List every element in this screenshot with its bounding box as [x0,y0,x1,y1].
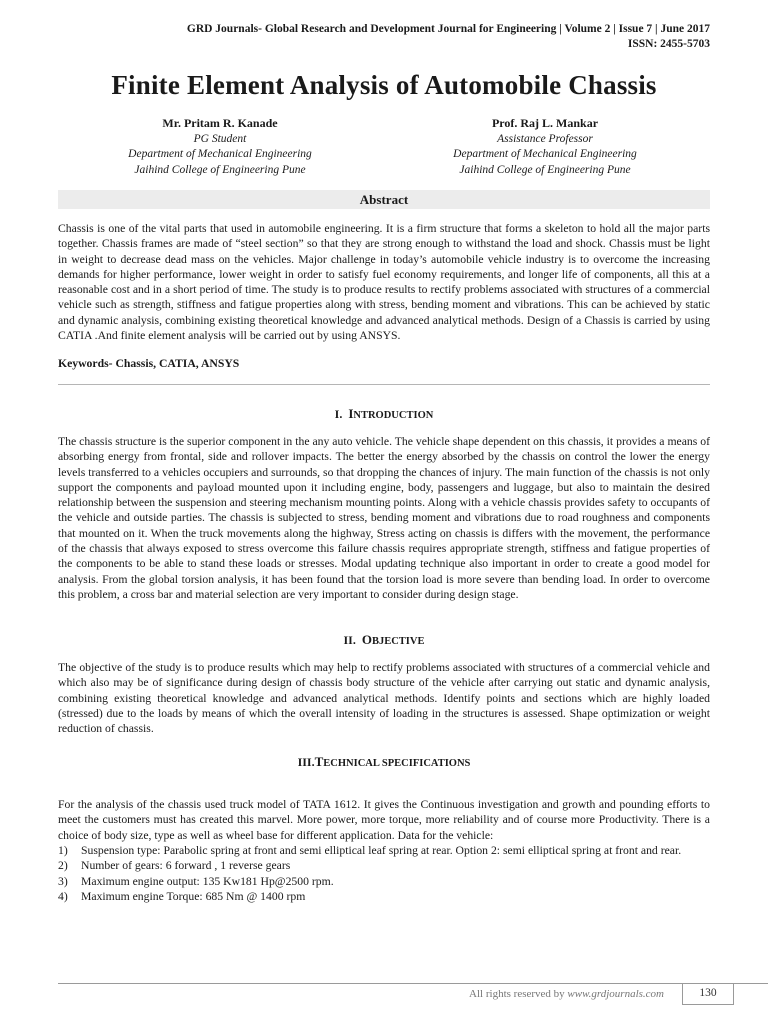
author-name: Prof. Raj L. Mankar [491,116,599,130]
list-number: 4) [58,889,68,903]
page-number: 130 [682,983,734,1005]
author-name: Mr. Pritam R. Kanade [162,116,278,130]
issn: ISSN: 2455-5703 [627,38,710,50]
author-role: PG Student [193,132,247,145]
section-initial: T [314,754,324,769]
list-number: 2) [58,859,68,873]
list-item [58,858,710,873]
list-text: Maximum engine Torque: 685 Nm @ 1400 rpm [81,889,306,903]
technical-specifications-text: For the analysis of the chassis used truck model of TATA 1612. It gives the Continuous investigation and growth and pounding efforts to meet the customers must has created this marvel. More power, more torque, more reliability and of course more Productivity. There is a choice of body size, type as well as wheel base for different application. Data for the vehicle: [58,798,710,842]
abstract-text: Chassis is one of the vital parts that used in automobile engineering. It is a firm structure that forms a skeleton to hold all the major parts together. Chassis frames are made of “steel section” so that they are strong enough to withstand the load and shock. Chassis must be light in weight to decrease dead mass on the vehicles. Major challenge in today’s automobile vehicle industry is to overcome the increasing demands for higher performance, lower weight in order to satisfy fuel economy requirements, and longer life of components, all this at a reasonable cost and in a short period of time. The study is to produce results to rectify problems associated with structures of a commercial vehicle such as strength, stiffness and fatigue properties along with stress, bending moment and vibrations. This can be achieved by static and dynamic analysis, combining existing theoretical knowledge and advanced analytical methods. Design of a Chassis is carried by using CATIA .And finite element analysis will be carried out by using ANSYS. [58,222,710,343]
journal-line: GRD Journals- Global Research and Development Journal for Engineering | Volume 2 | Issue 7 | June 2017 [186,23,710,35]
section-heading-technical-specifications [0,754,768,770]
author-department: Department of Mechanical Engineering [453,148,637,160]
author-institution: Jaihind College of Engineering Pune [459,163,631,176]
paper-title: Finite Element Analysis of Automobile Chassis [111,70,657,100]
list-text: Maximum engine output: 135 Kw181 Hp@2500 rpm. [81,874,334,888]
footer-rights [469,988,664,1000]
author-1 [70,116,370,178]
section-title: NTRODUCTION [353,410,434,421]
section-number: III. [297,755,315,769]
footer-corner-line [734,983,768,984]
list-number: 3) [58,874,68,888]
section-number: II. [343,633,356,647]
list-text: Number of gears: 6 forward , 1 reverse gears [81,859,291,873]
list-item [58,889,710,904]
abstract-heading: Abstract [58,190,710,209]
author-institution: Jaihind College of Engineering Pune [134,163,306,176]
author-2 [395,116,695,178]
introduction-text: The chassis structure is the superior component in the any auto vehicle. The vehicle shape dependent on this chassis, it provides a means of absorbing energy from frontal, side and rollover impacts. The better the energy absorbed by the chassis on control the lower the energy levels transferred to a vehicles occupiers and surrounds, so that dropping the chances of injury. The main function of the chassis is not only support the components and payload mounted upon it including engine, body, passengers and luggage, but also to maintain the desired relationship between the suspension and steering mechanism mounting points. Along with a vehicle chassis provides safety to occupants of the vehicle and outside parties. The chassis is subjected to stress, bending moment and vibrations due to road roughness and components that mounted on it. When the truck movements along the highway, Stress acting on chassis is differs with the movement, the performance of the chassis that always exposed to stress overcome this failure chassis requires appropriate strength, stiffness and fatigue properties of the components to be able to stand these loads or stresses. Modal updating technique also important in order to create a good model for analysis. From the global torsion analysis, it has been found that the torsion load is more severe than bending load. In order to overcome this problem, a cross bar and material selection are very important to consider during design stage. [58,435,710,601]
footer-rights-text: All rights reserved by [469,988,568,1000]
list-item [58,843,710,858]
section-initial: O [361,632,372,647]
vehicle-data-list [58,843,710,904]
section-heading-objective [0,632,768,648]
keywords: Keywords- Chassis, CATIA, ANSYS [58,357,240,370]
list-number: 1) [58,844,68,857]
section-initial: I [348,406,354,421]
footer-divider [58,983,734,984]
list-item [58,874,710,889]
section-title: ECHNICAL SPECIFICATIONS [323,758,471,769]
section-number: I. [334,407,343,421]
objective-text: The objective of the study is to produce results which may help to rectify problems associated with structures of a commercial vehicle and which also may be of significance during design of chassis body structure of the vehicle after carrying out static and dynamic analysis, combining existing theoretical knowledge and advanced analytical methods. Identify points and sections which are highly loaded (stressed) due to the loads by means of which the overall intensity of loading in the structures is assessed. Shape optimization or weight reduction of chassis. [58,661,710,736]
footer-url[interactable]: www.grdjournals.com [567,988,664,1000]
section-heading-introduction [0,406,768,422]
list-text: Suspension type: Parabolic spring at front and semi elliptical leaf spring at rear. Option 2: semi elliptical spring at front and rear. [81,844,682,857]
journal-header [187,22,710,52]
author-department: Department of Mechanical Engineering [128,148,312,160]
section-title: BJECTIVE [371,636,425,647]
abstract-divider [58,384,710,385]
author-role: Assistance Professor [497,132,593,145]
